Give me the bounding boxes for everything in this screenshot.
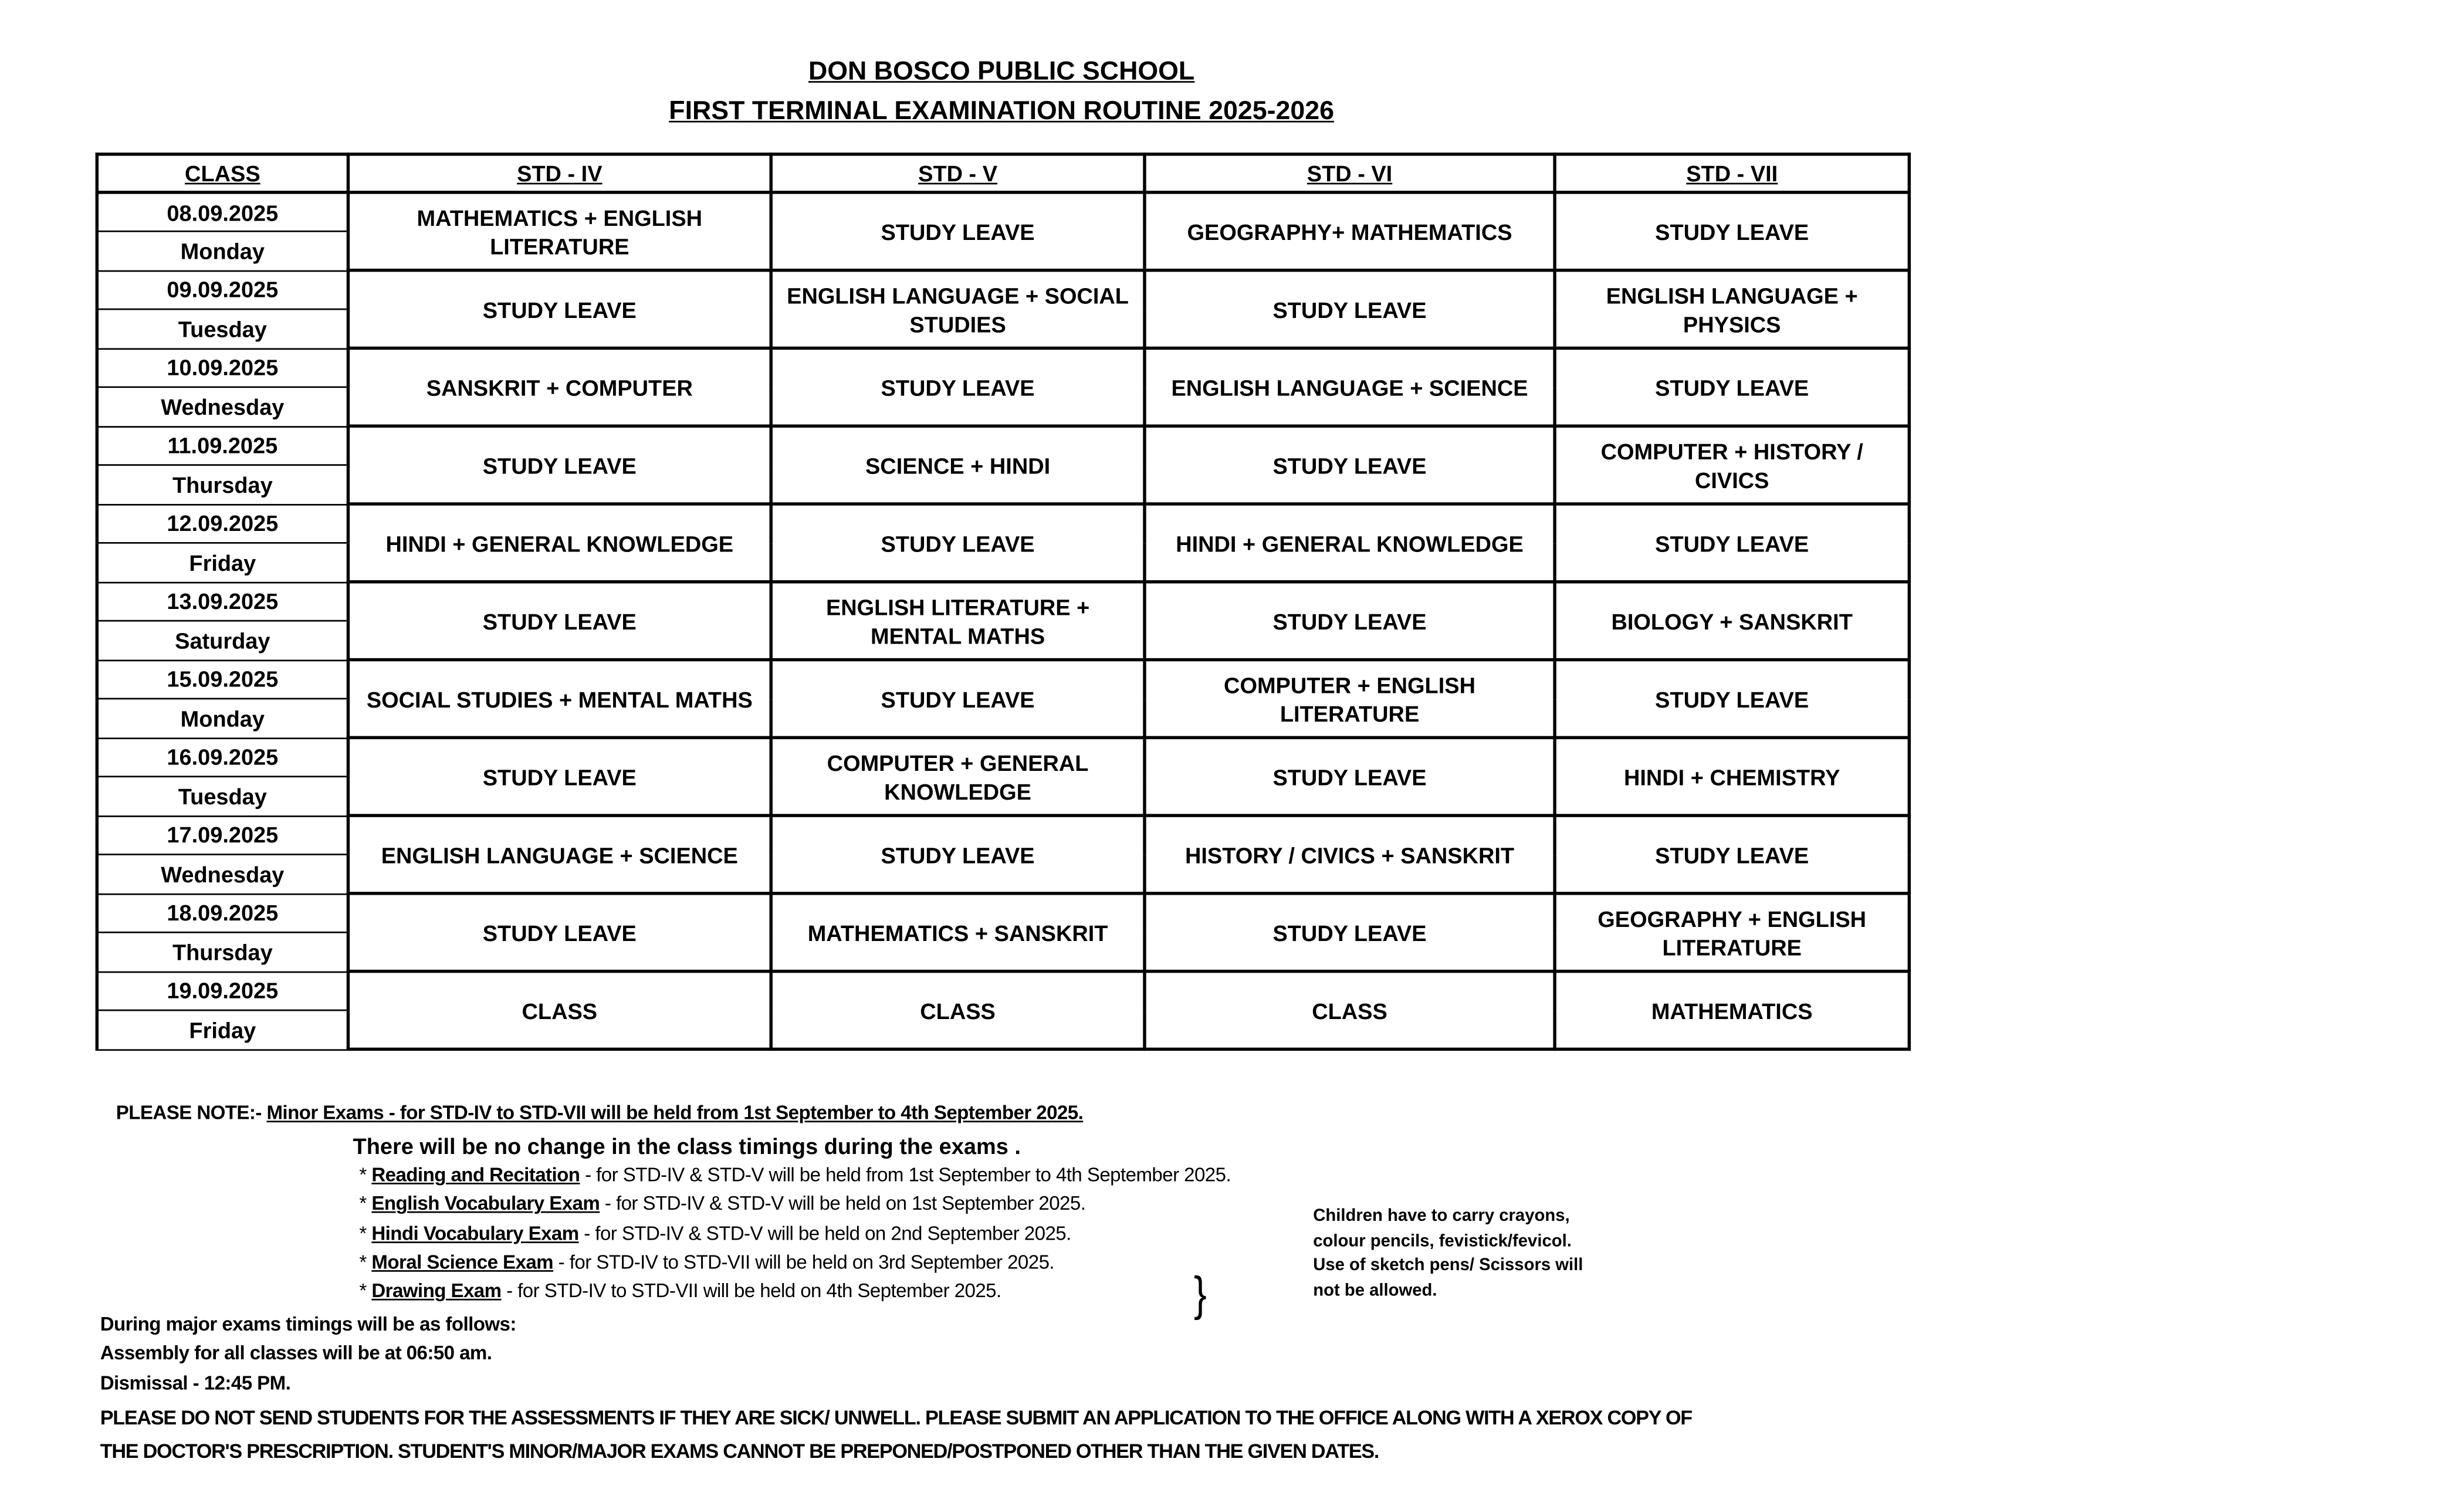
bullet-note xyxy=(359,1251,1054,1273)
exam-date: 16.09.2025 xyxy=(97,737,348,776)
document-title xyxy=(0,97,2003,127)
exam-subject-cell: MATHEMATICS + ENGLISH LITERATURE xyxy=(348,192,771,270)
column-header: CLASS xyxy=(97,154,348,192)
exam-routine-table xyxy=(96,153,1911,1051)
exam-subject-cell: CLASS xyxy=(1145,972,1555,1050)
bullet-note xyxy=(359,1193,1085,1215)
exam-subject-cell: STUDY LEAVE xyxy=(1555,504,1909,582)
bullet-label: Reading and Recitation xyxy=(371,1163,580,1186)
bullet-label: Drawing Exam xyxy=(371,1280,502,1302)
bullet-text: - for STD-IV & STD-V will be held from 1st September to 4th September 2025. xyxy=(580,1163,1231,1186)
exam-subject-cell: GEOGRAPHY + ENGLISH LITERATURE xyxy=(1555,893,1909,972)
exam-date: 13.09.2025 xyxy=(97,582,348,621)
exam-day: Wednesday xyxy=(97,387,348,426)
warning-note: PLEASE DO NOT SEND STUDENTS FOR THE ASSESSMENTS IF THEY ARE SICK/ UNWELL. PLEASE SUBMIT AN APPLICATION TO THE OFFICE ALONG WITH A XEROX COPY OF xyxy=(100,1407,1692,1430)
table-row xyxy=(97,737,1909,776)
exam-day: Tuesday xyxy=(97,309,348,348)
table-row xyxy=(97,972,1909,1010)
exam-subject-cell: STUDY LEAVE xyxy=(1145,582,1555,660)
exam-date: 08.09.2025 xyxy=(97,192,348,232)
bullet-text: - for STD-IV to STD-VII will be held on 3rd September 2025. xyxy=(553,1251,1055,1274)
please-note xyxy=(116,1102,1083,1124)
table-row xyxy=(97,815,1909,854)
exam-subject-cell: CLASS xyxy=(348,972,771,1050)
exam-subject-cell: MATHEMATICS xyxy=(1555,972,1909,1050)
exam-day: Friday xyxy=(97,543,348,581)
table-row xyxy=(97,270,1909,309)
bullet-note xyxy=(359,1222,1071,1244)
exam-subject-cell: GEOGRAPHY+ MATHEMATICS xyxy=(1145,192,1555,270)
exam-day: Monday xyxy=(97,699,348,737)
exam-subject-cell: STUDY LEAVE xyxy=(1145,270,1555,348)
minor-exams-note: Minor Exams - for STD-IV to STD-VII will be held from 1st September to 4th September 2025. xyxy=(266,1101,1084,1124)
exam-subject-cell: STUDY LEAVE xyxy=(348,582,771,660)
exam-subject-cell: SCIENCE + HINDI xyxy=(771,426,1145,504)
table-row xyxy=(97,426,1909,465)
exam-subject-cell: COMPUTER + GENERAL KNOWLEDGE xyxy=(771,737,1145,815)
exam-subject-cell: HINDI + GENERAL KNOWLEDGE xyxy=(348,504,771,582)
exam-subject-cell: STUDY LEAVE xyxy=(771,192,1145,270)
exam-subject-cell: HINDI + CHEMISTRY xyxy=(1555,737,1909,815)
exam-date: 15.09.2025 xyxy=(97,660,348,699)
exam-subject-cell: SOCIAL STUDIES + MENTAL MATHS xyxy=(348,660,771,738)
exam-subject-cell: STUDY LEAVE xyxy=(1555,815,1909,893)
exam-subject-cell: STUDY LEAVE xyxy=(771,815,1145,893)
table-row xyxy=(97,348,1909,387)
exam-subject-cell: CLASS xyxy=(771,972,1145,1050)
exam-date: 10.09.2025 xyxy=(97,348,348,387)
exam-date: 17.09.2025 xyxy=(97,815,348,854)
exam-day: Friday xyxy=(97,1010,348,1049)
exam-subject-cell: STUDY LEAVE xyxy=(348,737,771,815)
exam-subject-cell: ENGLISH LANGUAGE + PHYSICS xyxy=(1555,270,1909,348)
table-row xyxy=(97,660,1909,699)
exam-subject-cell: STUDY LEAVE xyxy=(348,426,771,504)
exam-subject-cell: HISTORY / CIVICS + SANSKRIT xyxy=(1145,815,1555,893)
exam-subject-cell: SANSKRIT + COMPUTER xyxy=(348,348,771,426)
exam-subject-cell: HINDI + GENERAL KNOWLEDGE xyxy=(1145,504,1555,582)
please-note-label: PLEASE NOTE:- xyxy=(116,1101,267,1124)
bullet-text: - for STD-IV & STD-V will be held on 1st September 2025. xyxy=(600,1193,1086,1216)
table-row xyxy=(97,893,1909,932)
timing-note: During major exams timings will be as follows: xyxy=(100,1313,516,1336)
exam-day: Thursday xyxy=(97,465,348,504)
document-title-text: FIRST TERMINAL EXAMINATION ROUTINE 2025-2026 xyxy=(669,97,1334,126)
exam-subject-cell: STUDY LEAVE xyxy=(771,660,1145,738)
exam-subject-cell: STUDY LEAVE xyxy=(1555,660,1909,738)
exam-date: 12.09.2025 xyxy=(97,504,348,543)
bullet-text: - for STD-IV to STD-VII will be held on 4th September 2025. xyxy=(501,1280,1001,1302)
exam-subject-cell: STUDY LEAVE xyxy=(1555,348,1909,426)
school-name xyxy=(0,57,2003,87)
exam-subject-cell: STUDY LEAVE xyxy=(1145,426,1555,504)
bullet-text: - for STD-IV & STD-V will be held on 2nd September 2025. xyxy=(578,1221,1071,1244)
exam-date: 19.09.2025 xyxy=(97,972,348,1010)
exam-subject-cell: STUDY LEAVE xyxy=(1145,737,1555,815)
school-name-text: DON BOSCO PUBLIC SCHOOL xyxy=(808,57,1195,86)
exam-subject-cell: ENGLISH LANGUAGE + SCIENCE xyxy=(1145,348,1555,426)
exam-date: 18.09.2025 xyxy=(97,893,348,932)
exam-subject-cell: MATHEMATICS + SANSKRIT xyxy=(771,893,1145,972)
exam-date: 11.09.2025 xyxy=(97,426,348,465)
column-header: STD - IV xyxy=(348,154,771,192)
column-header: STD - VII xyxy=(1555,154,1909,192)
bullet-label: Moral Science Exam xyxy=(371,1251,554,1274)
table-row xyxy=(97,582,1909,621)
bullet-marker: * xyxy=(359,1221,372,1244)
bullet-note xyxy=(359,1164,1231,1186)
exam-day: Thursday xyxy=(97,932,348,971)
bullet-marker: * xyxy=(359,1280,372,1302)
exam-subject-cell: ENGLISH LANGUAGE + SCIENCE xyxy=(348,815,771,893)
exam-subject-cell: ENGLISH LITERATURE + MENTAL MATHS xyxy=(771,582,1145,660)
timing-note: Dismissal - 12:45 PM. xyxy=(100,1371,291,1394)
exam-date: 09.09.2025 xyxy=(97,270,348,309)
exam-subject-cell: STUDY LEAVE xyxy=(771,504,1145,582)
exam-day: Monday xyxy=(97,232,348,270)
bullet-label: Hindi Vocabulary Exam xyxy=(371,1221,579,1244)
exam-subject-cell: COMPUTER + ENGLISH LITERATURE xyxy=(1145,660,1555,738)
bullet-marker: * xyxy=(359,1163,372,1186)
table-row xyxy=(97,192,1909,232)
exam-subject-cell: STUDY LEAVE xyxy=(348,270,771,348)
brace-icon: } xyxy=(1193,1268,1207,1321)
column-header: STD - VI xyxy=(1145,154,1555,192)
exam-subject-cell: STUDY LEAVE xyxy=(1145,893,1555,972)
side-note: Children have to carry crayons, colour pencils, fevistick/fevicol. Use of sketch pens/ Scissors will not be allowed. xyxy=(1313,1206,1583,1300)
exam-day: Tuesday xyxy=(97,777,348,815)
table-row xyxy=(97,504,1909,543)
bullet-note xyxy=(359,1280,1001,1302)
bullet-marker: * xyxy=(359,1251,372,1274)
exam-subject-cell: BIOLOGY + SANSKRIT xyxy=(1555,582,1909,660)
exam-subject-cell: STUDY LEAVE xyxy=(348,893,771,972)
exam-subject-cell: STUDY LEAVE xyxy=(1555,192,1909,270)
no-change-note: There will be no change in the class timings during the exams . xyxy=(353,1133,1021,1159)
exam-day: Wednesday xyxy=(97,854,348,893)
timing-note: Assembly for all classes will be at 06:50 am. xyxy=(100,1342,492,1365)
exam-day: Saturday xyxy=(97,621,348,659)
exam-subject-cell: ENGLISH LANGUAGE + SOCIAL STUDIES xyxy=(771,270,1145,348)
warning-note: THE DOCTOR'S PRESCRIPTION. STUDENT'S MINOR/MAJOR EXAMS CANNOT BE PREPONED/POSTPONED OTHER THAN THE GIVEN DATES. xyxy=(100,1439,1379,1462)
bullet-marker: * xyxy=(359,1193,372,1216)
exam-subject-cell: STUDY LEAVE xyxy=(771,348,1145,426)
column-header: STD - V xyxy=(771,154,1145,192)
exam-subject-cell: COMPUTER + HISTORY / CIVICS xyxy=(1555,426,1909,504)
bullet-label: English Vocabulary Exam xyxy=(371,1193,600,1216)
